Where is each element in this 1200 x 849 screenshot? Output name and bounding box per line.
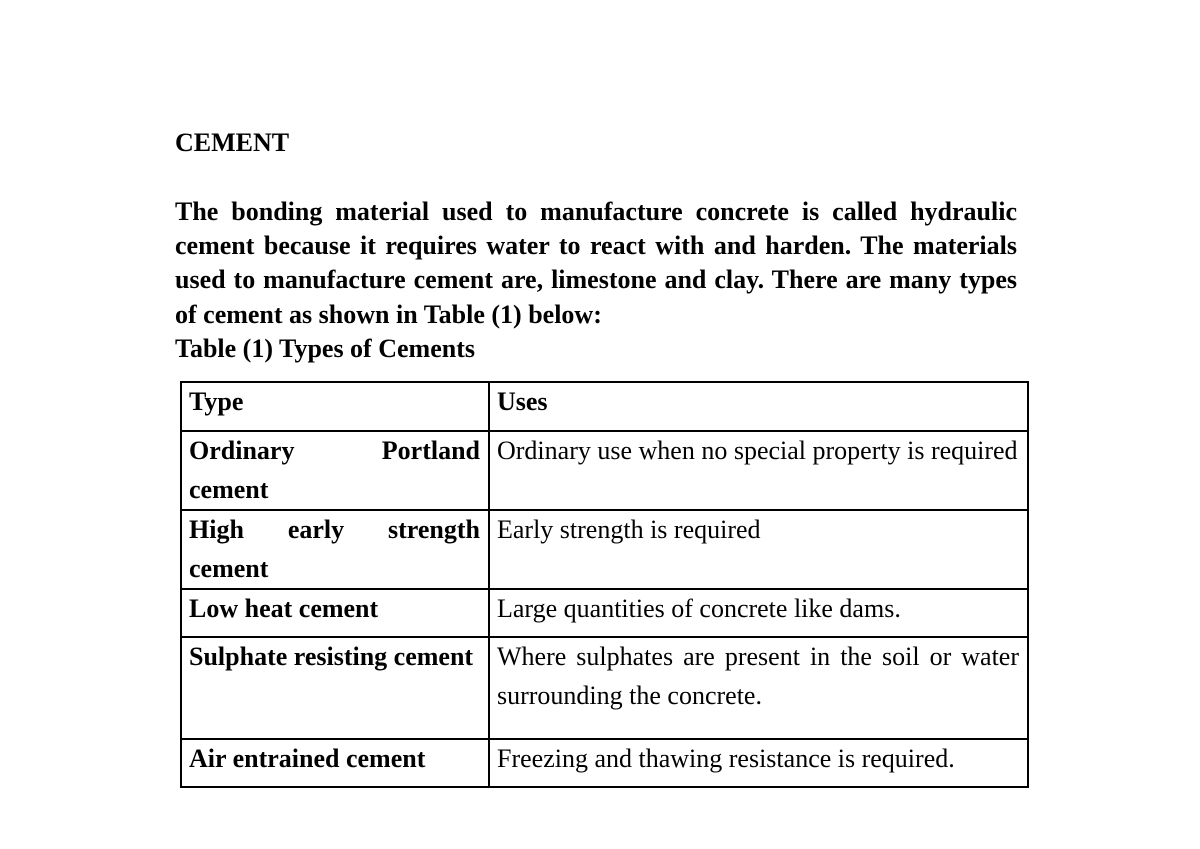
type-cell: High early strength cement	[181, 510, 489, 589]
type-cell: Low heat cement	[181, 589, 489, 637]
header-type: Type	[181, 382, 489, 431]
document-heading: CEMENT	[175, 128, 290, 157]
type-cell: Ordinary Portland cement	[181, 431, 489, 510]
table-row	[181, 431, 1028, 510]
table-row	[181, 739, 1028, 787]
uses-cell: Freezing and thawing resistance is required.	[489, 739, 1028, 787]
table-row	[181, 510, 1028, 589]
header-uses: Uses	[489, 382, 1028, 431]
intro-paragraph: The bonding material used to manufacture concrete is called hydraulic cement because it requires water to react with and harden. The materials used to manufacture cement are, limestone and clay. There are many types of cement as shown in Table (1) below:	[175, 197, 1017, 329]
table-caption: Table (1) Types of Cements	[175, 334, 475, 363]
uses-cell: Where sulphates are present in the soil or water surrounding the concrete.	[489, 637, 1028, 739]
cement-types-table	[180, 381, 1029, 788]
type-cell: Sulphate resisting cement	[181, 637, 489, 739]
table-row	[181, 637, 1028, 739]
type-cell: Air entrained cement	[181, 739, 489, 787]
table-header-row	[181, 382, 1028, 431]
uses-cell: Early strength is required	[489, 510, 1028, 589]
table-row	[181, 589, 1028, 637]
uses-cell: Large quantities of concrete like dams.	[489, 589, 1028, 637]
uses-cell: Ordinary use when no special property is required	[489, 431, 1028, 510]
